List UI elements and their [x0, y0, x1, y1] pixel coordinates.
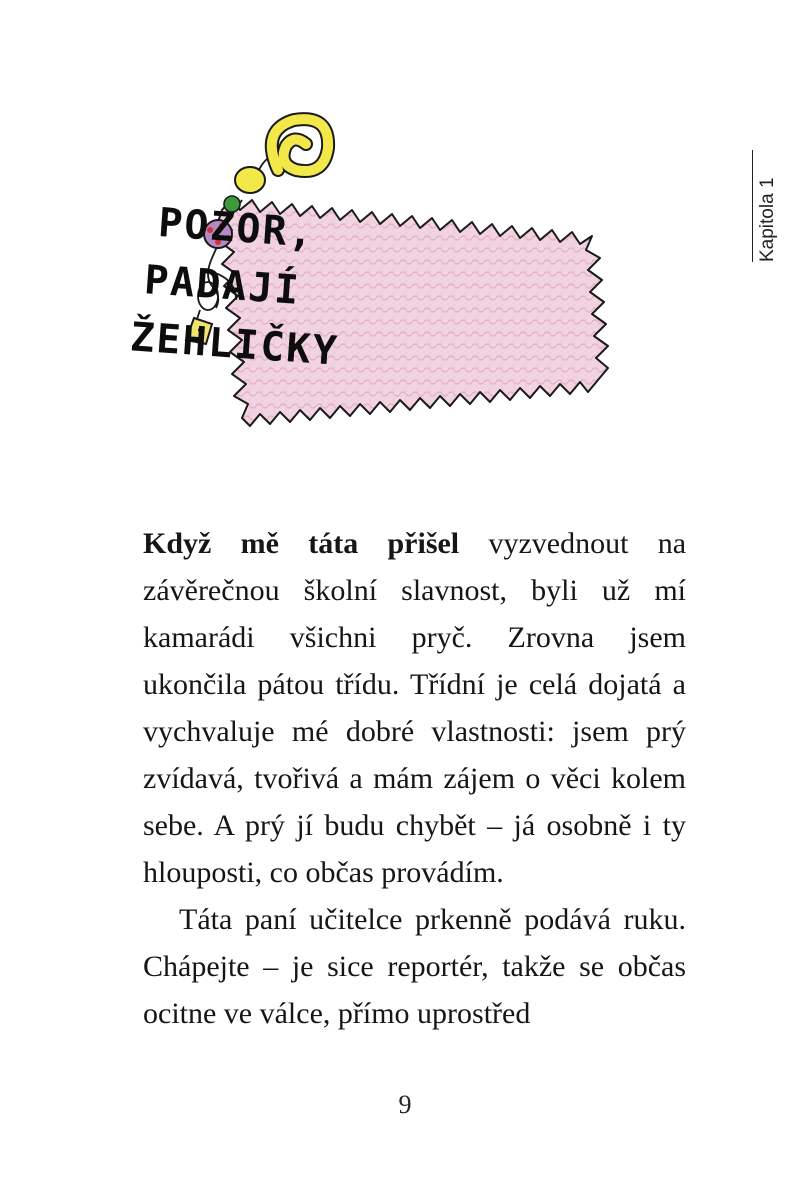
title-line-2: PADAJÍ: [142, 257, 303, 314]
page-number: 9: [398, 1090, 412, 1119]
yellow-bead-icon: [235, 167, 265, 193]
paragraph-1-text: vyzvednout na závěrečnou školní slavnost, byli už mí kamarádi všichni pryč. Zrovna jsem ukončila pátou třídu. Třídní je celá dojatá a vychvaluje mé dobré vlastnosti: jsem prý zvídavá, tvořivá a mám zájem o věci kolem sebe. A prý jí budu chybět – já osobně i ty hlouposti, co občas provádím.: [143, 527, 687, 889]
paragraph-1: [143, 520, 686, 896]
title-line-1: POZOR,: [156, 200, 317, 257]
body-text: [143, 520, 686, 1037]
title-line-3: ŽEHLIČKY: [128, 314, 341, 375]
chapter-tag: [752, 150, 789, 262]
swirl-charm-icon: [272, 119, 328, 171]
paragraph-2: Táta paní učitelce prkenně podává ruku. Chápejte – je sice reportér, takže se občas ocitne ve válce, přímo uprostřed: [143, 903, 686, 1030]
paragraph-lead: Když mě táta přišel: [143, 527, 460, 560]
chapter-label: Kapitola 1: [757, 177, 778, 262]
